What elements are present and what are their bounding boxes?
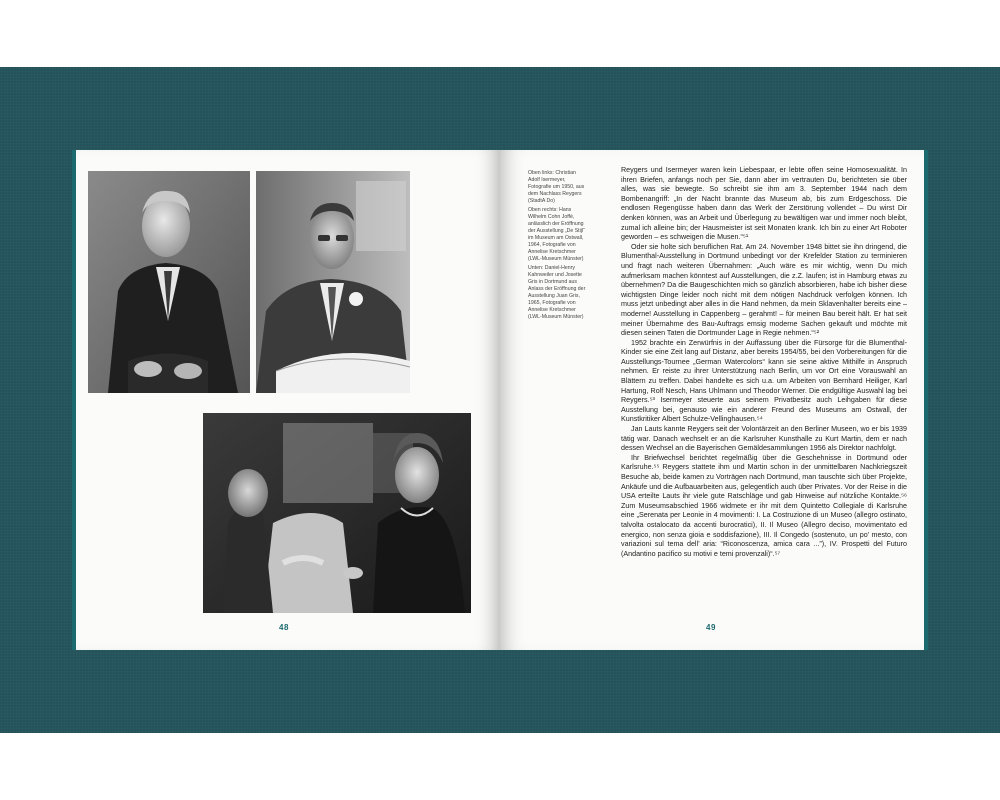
photo-captions: [528, 170, 588, 323]
caption-top-left: Oben links: Christian Adolf Isermeyer, Fotografie um 1950, aus dem Nachlass Reygers (StadtA Do): [528, 170, 585, 204]
paragraph: Reygers und Isermeyer waren kein Liebespaar, er lebte offen seine Homosexualität. In ihren Briefen, anfangs noch per Sie, dann aber im vertrauten Du, berichteten sie über alles, was sie bewegte. So schreibt sie ihm am 3. September 1944 nach dem Bombenangriff: „In der Nacht brannte das Museum ab, bis zum Erdgeschoss. Die endlosen Regengüsse haben dann das Werk der Zerstörung vollendet – Du wirst Dir denken können, was an Arbeit und Überlegung zu bewältigen war und immer noch bleibt, zumal ich alleine bin; der Hausmeister ist seit Monaten krank. Ich bin zu einer Art Roboter geworden – es schweigen die Musen.“⁵¹: [621, 166, 907, 242]
page-edge: [924, 150, 928, 650]
paragraph: Oder sie holte sich beruflichen Rat. Am 24. November 1948 bittet sie ihn dringend, die Blumenthal-Ausstellung in Dortmund unbedingt vor der Krefelder Station zu terminieren und fragt nach weiteren Übernahmen: „Auch wäre es mir wichtig, wenn Du mich aufmerksam machen könntest auf Ausstellungen, die z.Z. laufen; ist in Hamburg etwas zu übernehmen? Da die Baugeschichten mich so gänzlich absorbieren, habe ich bisher diese wichtigsten Dinge leider noch nicht mit dem nötigen Nachdruck verfolgen können. Ich muss jetzt unbedingt aber alles in die Hand nehmen, da mein Sklavenhalter bereits eine – moderne! Ausstellung in Cappenberg – gerahmt! – für meinen Bau bereit hält. Er hat seit meiner Übernahme des Bau-Auftrags emsig moderne Sachen gekauft und möchte mit diesen seinen Taten die Dortmunder Lage in Regie nehmen.“⁵²: [621, 242, 907, 338]
paragraph: Jan Lauts kannte Reygers seit der Volontärzeit an den Berliner Museen, wo er bis 1939 tätig war. Danach wechselt er an die Karlsruher Kunsthalle zu Kurt Martin, dem er nach dessen Wechsel an die Bayerischen Gemäldesammlungen 1956 als Direktor nachfolgt.: [621, 425, 907, 453]
photo-isermeyer: [88, 171, 250, 393]
caption-bottom: Unten: Daniel-Henry Kahnweiler und Josette Gris in Dortmund aus Anlass der Eröffnung der Ausstellung Juan Gris, 1965, Fotografie von Annelise Kretschmer (LWL-Museum Münster): [528, 265, 586, 320]
paragraph: Ihr Briefwechsel berichtet regelmäßig über die Geschehnisse in Dortmund oder Karlsruhe.⁵⁵ Reygers stattete ihm und Martin schon in der unmittelbaren Nachkriegszeit Besuche ab, beide kamen zu Vorträgen nach Dortmund, man tauschte sich über Projekte, Ankäufe und die Aufbauarbeiten aus, gelegentlich auch über Privates. Vor der Reise in die USA erteilte Lauts ihr viele gute Ratschläge und gab Hinweise auf nützliche Kontakte.⁵⁶ Zum Museumsabschied 1966 widmete er ihr mit dem Quintetto Collegiale di Karlsruhe eine „Serenata per Leonie in 4 movimenti: I. La Costruzione di un Museo (allegro ostinato, talvolta ostalocato da accenti burocratici), II. Il Museo (Allegro deciso, movimentato ed energico, non senza gioia e soddisfazione), III. Il Congedo (sostenuto, un po’ mesto, con variazioni sul tema dell’ aria: “Riconoscenza, amica cara ...”), IV. Prospetti del Futuro (Andantino pacifico su motivi e temi provenzali)“.⁵⁷: [621, 453, 907, 558]
page-number-right: 49: [706, 623, 716, 632]
photo-joffe: [256, 171, 410, 393]
left-page: [72, 150, 500, 650]
body-text: [621, 166, 907, 559]
right-page: [500, 150, 928, 650]
page-edge: [72, 150, 76, 650]
open-book: [72, 150, 928, 650]
photo-kahnweiler-gris: [203, 413, 471, 613]
paragraph: 1952 brachte ein Zerwürfnis in der Auffassung über die Fürsorge für die Blumenthal-Kinder sie eine Zeit lang auf Distanz, aber bereits 1954/55, bei den Vorbereitungen für die Ausstellungs-Tournee „German Watercolors“ kann sie seine aktive Mithilfe in Anspruch nehmen. Er reiste zu ihrer Unterstützung nach Berlin, um vor Ort eine Vorauswahl an Blättern zu treffen. Dabei handelte es sich u.a. um Arbeiten von Bernhard Heiliger, Karl Hartung, Rolf Nesch, Hans Uhlmann und Theodor Werner. Die endgültige Auswahl lag bei Reygers.⁵³ Isermeyer steuerte aus seinem Privatbesitz auch Leihgaben für diese Ausstellung bei, genauso wie ein anderer Freund des Museums am Ostwall, der Kunstkritiker Albert Schulze-Vellinghausen.⁵⁴: [621, 338, 907, 424]
caption-top-right: Oben rechts: Hans Wilhelm Cohn Joffé, anlässlich der Eröffnung der Ausstellung „De Stijl“ im Museum am Ostwall, 1964, Fotografie von Annelise Kretschmer (LWL-Museum Münster): [528, 207, 585, 262]
page-number-left: 48: [279, 623, 289, 632]
